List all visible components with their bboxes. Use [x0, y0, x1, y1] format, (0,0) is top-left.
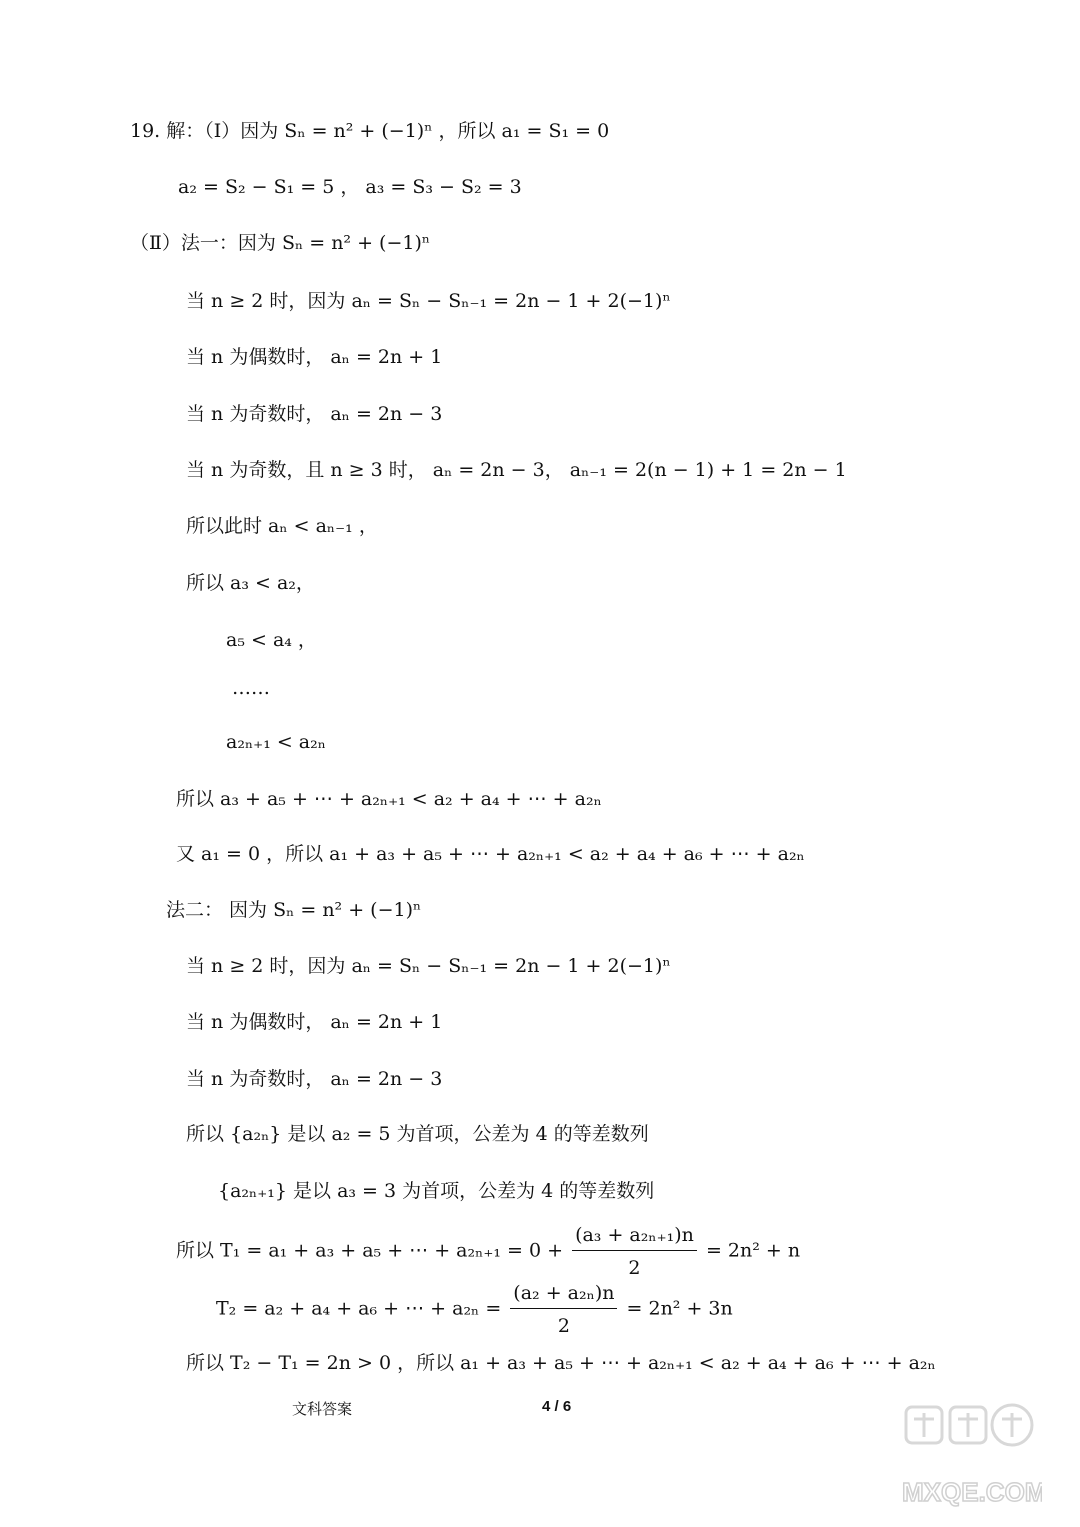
formula-t2: [216, 1280, 733, 1339]
formula-t1-numerator: (a₃ + a₂ₙ₊₁)n: [572, 1222, 697, 1251]
watermark-text: MXQE.COM: [902, 1477, 1042, 1507]
formula-t1-fraction: [572, 1222, 697, 1281]
solution-line: ……: [232, 677, 270, 699]
formula-t2-prefix: T₂ = a₂ + a₄ + a₆ + ⋯ + a₂ₙ =: [216, 1297, 502, 1320]
solution-line: 当 n 为偶数时， aₙ = 2n + 1: [186, 346, 443, 368]
final-conclusion: 所以 T₂ − T₁ = 2n > 0 ，所以 a₁ + a₃ + a₅ + ⋯ + a₂ₙ₊₁ < a₂ + a₄ + a₆ + ⋯ + a₂ₙ: [186, 1352, 936, 1374]
solution-line: a₅ < a₄ ，: [226, 629, 317, 651]
formula-t2-numerator: (a₂ + a₂ₙ)n: [510, 1280, 617, 1309]
formula-t1-prefix: 所以 T₁ = a₁ + a₃ + a₅ + ⋯ + a₂ₙ₊₁ = 0 +: [176, 1239, 564, 1262]
formula-t1-denominator: 2: [628, 1257, 641, 1279]
solution-line: 所以 {a₂ₙ} 是以 a₂ = 5 为首项，公差为 4 的等差数列: [186, 1123, 649, 1145]
solution-line: 法二： 因为 Sₙ = n² + (−1)ⁿ: [166, 899, 422, 921]
solution-line: 所以 a₃ < a₂，: [186, 572, 315, 594]
formula-t2-suffix: = 2n² + 3n: [626, 1297, 733, 1320]
watermark-logo: [902, 1399, 1042, 1519]
solution-line: 所以此时 aₙ < aₙ₋₁ ，: [186, 515, 378, 537]
solution-line: 19. 解：（Ⅰ）因为 Sₙ = n² + (−1)ⁿ ，所以 a₁ = S₁ = 0: [130, 120, 610, 142]
solution-line: a₂ = S₂ − S₁ = 5 ， a₃ = S₃ − S₂ = 3: [178, 176, 522, 198]
solution-line: 当 n 为奇数，且 n ≥ 3 时， aₙ = 2n − 3， aₙ₋₁ = 2(n − 1) + 1 = 2n − 1: [186, 459, 847, 481]
solution-line: 当 n ≥ 2 时，因为 aₙ = Sₙ − Sₙ₋₁ = 2n − 1 + 2(−1)ⁿ: [186, 290, 671, 312]
footer-page-number: 4 / 6: [542, 1398, 572, 1415]
solution-line: 当 n 为奇数时， aₙ = 2n − 3: [186, 1068, 443, 1090]
solution-line: 当 n 为奇数时， aₙ = 2n − 3: [186, 403, 443, 425]
watermark-logo-icon: [902, 1399, 1042, 1519]
solution-line: 当 n 为偶数时， aₙ = 2n + 1: [186, 1011, 443, 1033]
solution-line: {a₂ₙ₊₁} 是以 a₃ = 3 为首项，公差为 4 的等差数列: [218, 1180, 655, 1202]
solution-line: a₂ₙ₊₁ < a₂ₙ: [226, 731, 326, 753]
solution-line: 又 a₁ = 0 ，所以 a₁ + a₃ + a₅ + ⋯ + a₂ₙ₊₁ < a₂ + a₄ + a₆ + ⋯ + a₂ₙ: [176, 843, 805, 865]
formula-t1-suffix: = 2n² + n: [705, 1239, 801, 1262]
footer-subject: 文科答案: [292, 1400, 353, 1418]
solution-line: 当 n ≥ 2 时，因为 aₙ = Sₙ − Sₙ₋₁ = 2n − 1 + 2(−1)ⁿ: [186, 955, 671, 977]
formula-t1: [176, 1222, 800, 1281]
solution-line: （Ⅱ）法一：因为 Sₙ = n² + (−1)ⁿ: [130, 232, 431, 254]
formula-t2-denominator: 2: [557, 1315, 570, 1337]
formula-t2-fraction: [510, 1280, 617, 1339]
solution-line: 所以 a₃ + a₅ + ⋯ + a₂ₙ₊₁ < a₂ + a₄ + ⋯ + a₂ₙ: [176, 788, 602, 810]
